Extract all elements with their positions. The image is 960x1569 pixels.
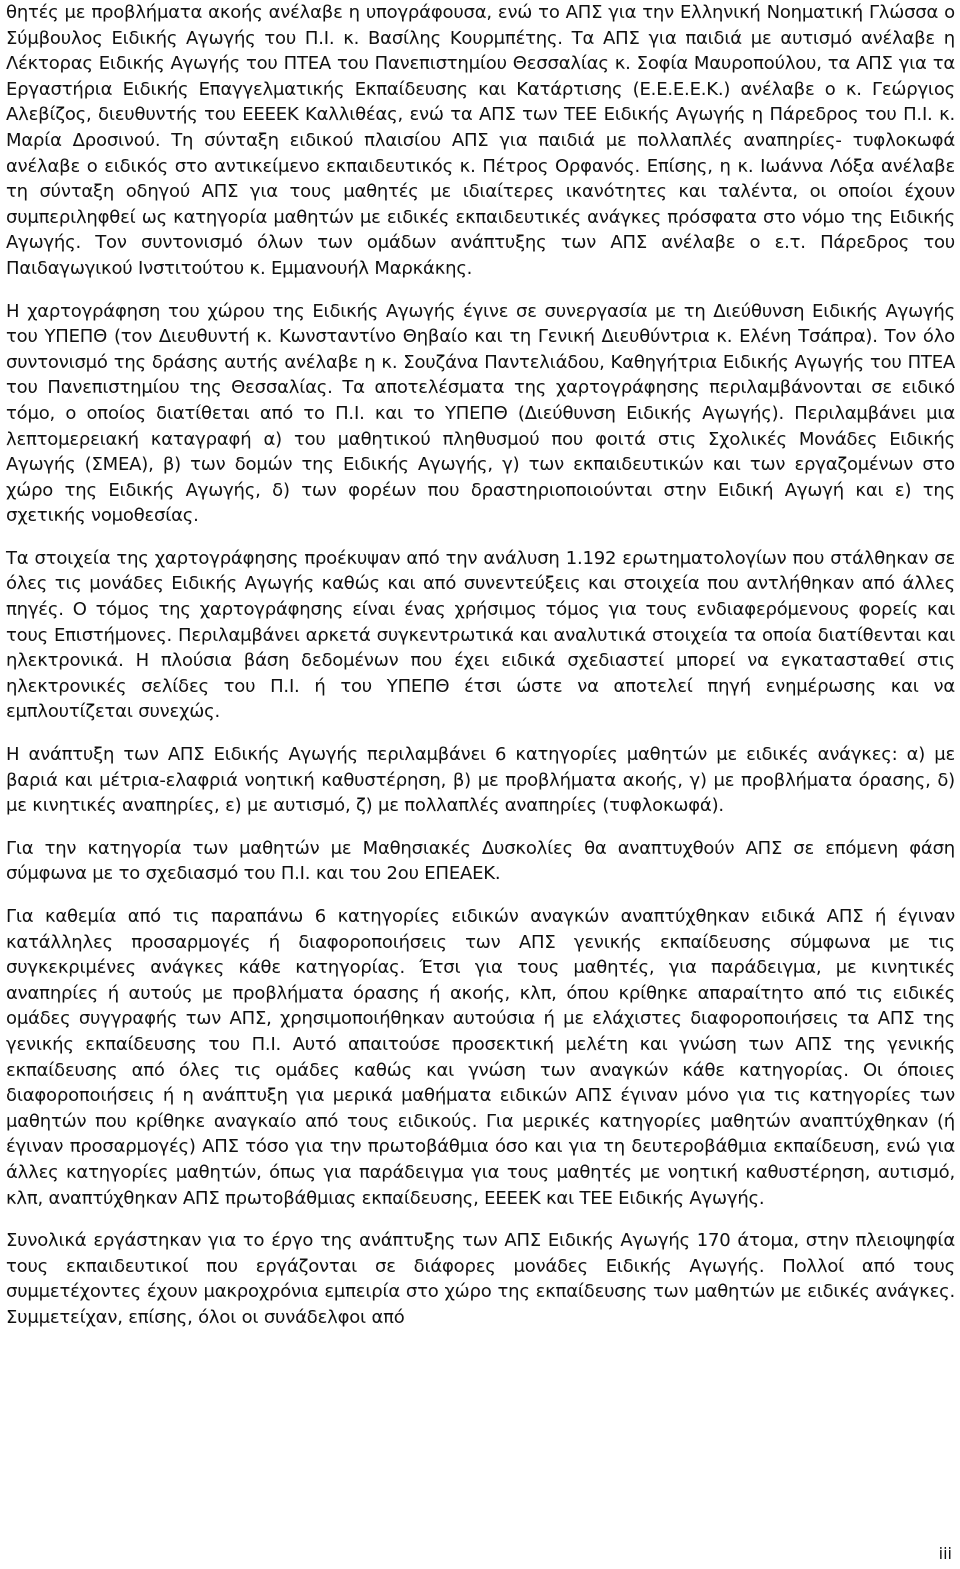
paragraph-2: Η χαρτογράφηση του χώρου της Ειδικής Αγωγής έγινε σε συνεργασία με τη Διεύθυνση Ειδικής Αγωγής του ΥΠΕΠΘ (τον Διευθυντή κ. Κωνσταντίνο Θηβαίο και τη Γενική Διευθύντρια κ. Ελένη Τσάπρα). Τον όλο συντονισμό της δράσης αυτής ανέλαβε η κ. Σουζάνα Παντελιάδου, Καθηγήτρια Ειδικής Αγωγής του ΠΤΕΑ του Πανεπιστημίου της Θεσσαλίας. Τα αποτελέσματα της χαρτογράφησης περιλαμβάνονται σε ειδικό τόμο, ο οποίος διατίθεται από το Π.Ι. και το ΥΠΕΠΘ (Διεύθυνση Ειδικής Αγωγής). Περιλαμβάνει μια λεπτομερειακή καταγραφή α) του μαθητικού πληθυσμού που φοιτά στις Σχολικές Μονάδες Ειδικής Αγωγής (ΣΜΕΑ), β) των δομών της Ειδικής Αγωγής, γ) των εκπαιδευτικών και των εργαζομένων στο χώρο της Ειδικής Αγωγής, δ) των φορέων που δραστηριοποιούνται στην Ειδική Αγωγή και ε) της σχετικής νομοθεσίας. [6,300,955,527]
body-text [6,0,955,1348]
paragraph-5: Για την κατηγορία των μαθητών με Μαθησιακές Δυσκολίες θα αναπτυχθούν ΑΠΣ σε επόμενη φάση σύμφωνα με το σχεδιασμό του Π.Ι. και του 2ου ΕΠΕΑΕΚ. [6,837,955,885]
paragraph-4: Η ανάπτυξη των ΑΠΣ Ειδικής Αγωγής περιλαμβάνει 6 κατηγορίες μαθητών με ειδικές ανάγκες: α) με βαριά και μέτρια-ελαφριά νοητική καθυστέρηση, β) με προβλήματα ακοής, γ) με προβλήματα όρασης, δ) με κινητικές αναπηρίες, ε) με αυτισμό, ζ) με πολλαπλές αναπηρίες (τυφλοκωφά). [6,744,955,817]
paragraph-6: Για καθεμία από τις παραπάνω 6 κατηγορίες ειδικών αναγκών αναπτύχθηκαν ειδικά ΑΠΣ ή έγιναν κατάλληλες προσαρμογές ή διαφοροποιήσεις των ΑΠΣ γενικής εκπαίδευσης σύμφωνα με τις συγκεκριμένες ανάγκες κάθε κατηγορίας. Έτσι για τους μαθητές, για παράδειγμα, με κινητικές αναπηρίες ή αυτούς με προβλήματα όρασης ή ακοής, κλπ, όπου κρίθηκε απαραίτητο από τις ειδικές ομάδες συγγραφής των ΑΠΣ, χρησιμοποιήθηκαν αυτούσια ή με ελάχιστες διαφοροποιήσεις τα ΑΠΣ της γενικής εκπαίδευσης του Π.Ι. Αυτό απαιτούσε προσεκτική μελέτη και γνώση των ΑΠΣ της γενικής εκπαίδευσης από όλες τις ομάδες καθώς και γνώση των αναγκών κάθε κατηγορίας. Οι όποιες διαφοροποιήσεις ή η ανάπτυξη για μερικά μαθήματα ειδικών ΑΠΣ έγιναν μόνο για τις κατηγορίες των μαθητών που κρίθηκε αναγκαίο από τους ειδικούς. Για μερικές κατηγορίες μαθητών αναπτύχθηκαν (ή έγιναν προσαρμογές) ΑΠΣ τόσο για την πρωτοβάθμια όσο και για τη δευτεροβάθμια εκπαίδευση, ενώ για άλλες κατηγορίες μαθητών, όπως για παράδειγμα για τους μαθητές με νοητική καθυστέρηση, αυτισμό, κλπ, αναπτύχθηκαν ΑΠΣ πρωτοβάθμιας εκπαίδευσης, ΕΕΕΕΚ και ΤΕΕ Ειδικής Αγωγής. [6,906,955,1209]
page-number: iii [938,1544,952,1563]
paragraph-1: θητές με προβλήματα ακοής ανέλαβε η υπογράφουσα, ενώ το ΑΠΣ για την Ελληνική Νοηματική Γλώσσα ο Σύμβουλος Ειδικής Αγωγής του Π.Ι. κ. Βασίλης Κουρμπέτης. Τα ΑΠΣ για παιδιά με αυτισμό ανέλαβε η Λέκτορας Ειδικής Αγωγής του ΠΤΕΑ του Πανεπιστημίου Θεσσαλίας κ. Σοφία Μαυροπούλου, τα ΑΠΣ για τα Εργαστήρια Ειδικής Επαγγελματικής Εκπαίδευσης και Κατάρτισης (Ε.Ε.Ε.Ε.Κ.) ανέλαβε ο κ. Γεώργιος Αλεβίζος, διευθυντής του ΕΕΕΕΚ Καλλιθέας, ενώ τα ΑΠΣ των ΤΕΕ Ειδικής Αγωγής η Πάρεδρος του Π.Ι. κ. Μαρία Δροσινού. Τη σύνταξη ειδικού πλαισίου ΑΠΣ για παιδιά με πολλαπλές αναπηρίες- τυφλοκωφά ανέλαβε ο ειδικός στο αντικείμενο εκπαιδευτικός κ. Πέτρος Ορφανός. Επίσης, η κ. Ιωάννα Λόξα ανέλαβε τη σύνταξη οδηγού ΑΠΣ για τους μαθητές με ιδιαίτερες ικανότητες και ταλέντα, οι οποίοι έχουν συμπεριληφθεί ως κατηγορία μαθητών με ειδικές εκπαιδευτικές ανάγκες πρόσφατα στο νόμο της Ειδικής Αγωγής. Τον συντονισμό όλων των ομάδων ανάπτυξης των ΑΠΣ ανέλαβε ο ε.τ. Πάρεδρος του Παιδαγωγικού Ινστιτούτου κ. Εμμανουήλ Μαρκάκης. [6,2,955,279]
paragraph-7: Συνολικά εργάστηκαν για το έργο της ανάπτυξης των ΑΠΣ Ειδικής Αγωγής 170 άτομα, στην πλειοψηφία τους εκπαιδευτικοί που εργάζονται σε διάφορες μονάδες Ειδικής Αγωγής. Πολλοί από τους συμμετέχοντες έχουν μακροχρόνια εμπειρία στο χώρο της εκπαίδευσης των μαθητών με ειδικές ανάγκες. Συμμετείχαν, επίσης, όλοι οι συνάδελφοι από [6,1230,955,1328]
paragraph-3: Τα στοιχεία της χαρτογράφησης προέκυψαν από την ανάλυση 1.192 ερωτηματολογίων που στάλθηκαν σε όλες τις μονάδες Ειδικής Αγωγής καθώς και από συνεντεύξεις και στοιχεία που αντλήθηκαν από άλλες πηγές. Ο τόμος της χαρτογράφησης είναι ένας χρήσιμος τόμος για τους ενδιαφερόμενους φορείς και τους Επιστήμονες. Περιλαμβάνει αρκετά συγκεντρωτικά και αναλυτικά στοιχεία τα οποία διατίθενται και ηλεκτρονικά. Η πλούσια βάση δεδομένων που έχει ειδικά σχεδιαστεί μπορεί να εγκατασταθεί στις ηλεκτρονικές σελίδες του Π.Ι. ή του ΥΠΕΠΘ έτσι ώστε να αποτελεί πηγή ενημέρωσης και να εμπλουτίζεται συνεχώς. [6,547,955,723]
